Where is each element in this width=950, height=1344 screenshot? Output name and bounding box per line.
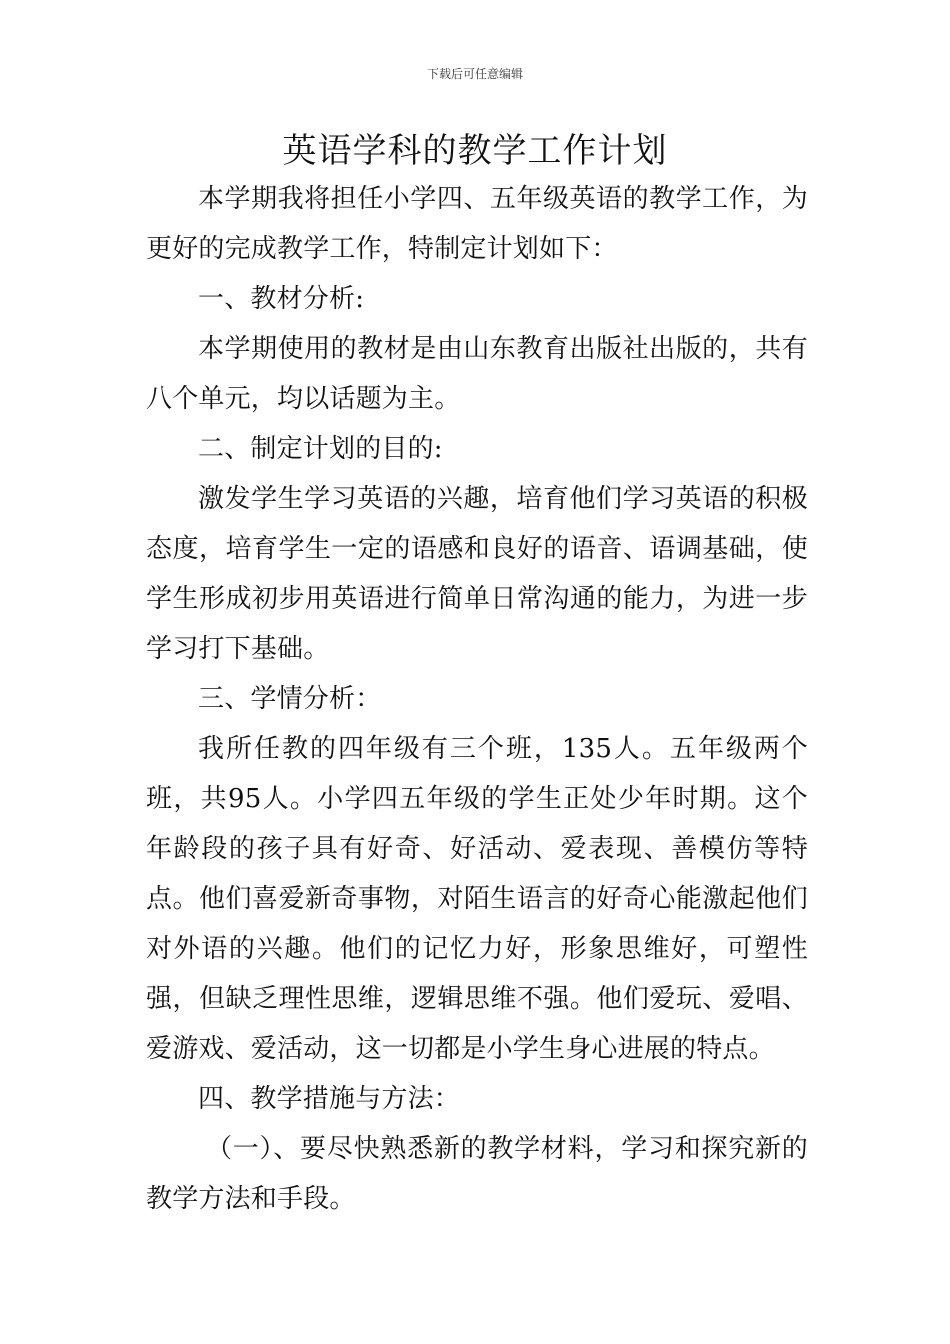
document-body	[146, 174, 808, 1224]
section-heading-students: 三、学情分析：	[198, 684, 382, 714]
section-heading-methods: 四、教学措施与方法：	[198, 1084, 461, 1114]
section-heading-purpose: 二、制定计划的目的:	[198, 434, 443, 464]
section-heading-materials: 一、教材分析:	[198, 284, 365, 314]
document-title: 英语学科的教学工作计划	[282, 131, 668, 171]
header-note: 下载后可任意编辑	[426, 67, 523, 81]
intro-paragraph: 本学期我将担任小学四、五年级英语的教学工作，为更好的完成教学工作，特制定计划如下：	[146, 184, 808, 264]
purpose-paragraph: 激发学生学习英语的兴趣，培育他们学习英语的积极态度，培育学生一定的语感和良好的语音、语调基础，使学生形成初步用英语进行简单日常沟通的能力，为进一步学习打下基础。	[146, 484, 808, 664]
students-paragraph: 我所任教的四年级有三个班，135人。五年级两个班，共95人。小学四五年级的学生正处少年时期。这个年龄段的孩子具有好奇、好活动、爱表现、善模仿等特点。他们喜爱新奇事物，对陌生语言的好奇心能激起他们对外语的兴趣。他们的记忆力好，形象思维好，可塑性强，但缺乏理性思维，逻辑思维不强。他们爱玩、爱唱、爱游戏、爱活动，这一切都是小学生身心进展的特点。	[146, 734, 808, 1064]
methods-item-1: （一）、要尽快熟悉新的教学材料，学习和探究新的教学方法和手段。	[146, 1134, 808, 1214]
materials-paragraph: 本学期使用的教材是由山东教育出版社出版的，共有八个单元，均以话题为主。	[146, 334, 808, 414]
